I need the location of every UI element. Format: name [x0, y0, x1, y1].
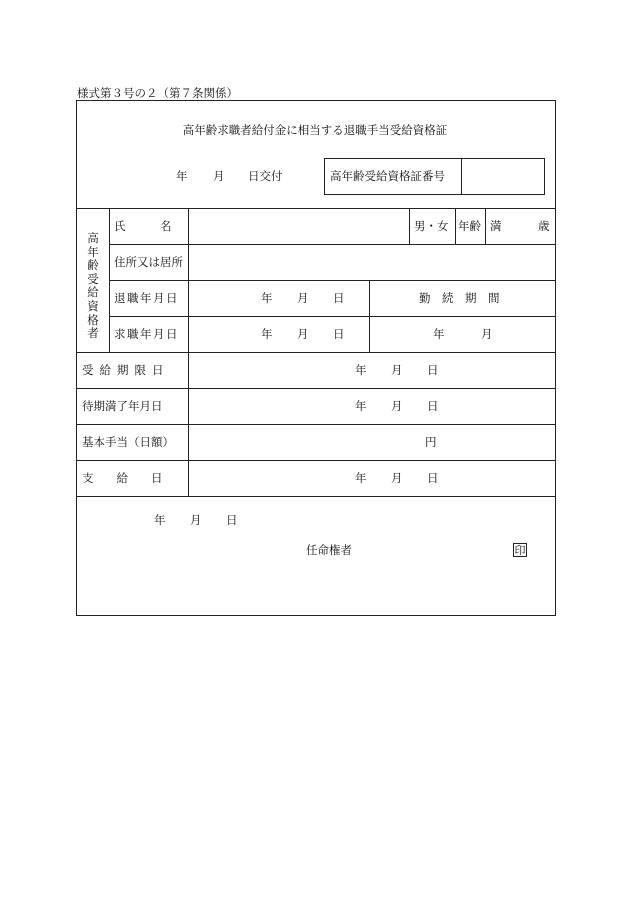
benefit-deadline-month: 月: [391, 363, 403, 377]
retirement-label: 退職年月日: [114, 291, 179, 305]
payment-month: 月: [391, 471, 403, 485]
service-years: 年: [433, 327, 445, 341]
benefit-deadline-year: 年: [355, 363, 367, 377]
service-months: 月: [481, 327, 493, 341]
row-line: [109, 244, 556, 245]
age-value-divider: [485, 208, 486, 244]
payment-year: 年: [355, 471, 367, 485]
label-column-divider: [188, 208, 189, 496]
issue-day-label: 日交付: [248, 169, 283, 183]
retirement-month: 月: [297, 291, 309, 305]
service-period-label: 勤 続 期 間: [419, 291, 500, 305]
address-field[interactable]: [190, 246, 554, 278]
row-line: [76, 424, 556, 425]
waiting-end-month: 月: [391, 399, 403, 413]
age-prefix: 満: [490, 219, 502, 233]
name-label: 氏 名: [114, 219, 172, 233]
issue-year: 年: [176, 169, 188, 183]
age-label-divider: [455, 208, 456, 244]
basic-allowance-label: 基本手当（日額）: [82, 435, 174, 449]
form-title: 高年齢求職者給付金に相当する退職手当受給資格証: [182, 123, 448, 137]
row-line: [109, 316, 556, 317]
job-seeking-label: 求職年月日: [114, 327, 179, 341]
benefit-deadline-day: 日: [427, 363, 439, 377]
footer-day: 日: [226, 513, 238, 527]
retirement-day: 日: [333, 291, 345, 305]
section-label-vertical: 高年齢受給資格者: [87, 231, 99, 341]
cert-number-label: 高年齢受給資格証番号: [330, 169, 445, 183]
row-line: [109, 280, 556, 281]
footer-year: 年: [154, 513, 166, 527]
row-line: [76, 388, 556, 389]
service-divider: [369, 280, 370, 352]
section-divider: [109, 208, 110, 352]
row-line: [76, 496, 556, 497]
issue-month: 月: [213, 169, 225, 183]
address-label: 住所又は居所: [114, 255, 183, 269]
payment-day: 日: [427, 471, 439, 485]
row-line: [76, 460, 556, 461]
job-seeking-day: 日: [333, 327, 345, 341]
waiting-end-day: 日: [427, 399, 439, 413]
benefit-deadline-label: 受給期限日: [82, 363, 170, 377]
gender-divider: [409, 208, 410, 244]
age-label: 年齢: [458, 219, 481, 233]
payment-date-label: 支 給 日: [82, 471, 163, 485]
job-seeking-year: 年: [261, 327, 273, 341]
job-seeking-month: 月: [297, 327, 309, 341]
basic-allowance-unit: 円: [425, 435, 437, 449]
cert-number-divider: [461, 158, 462, 195]
row-line: [76, 352, 556, 353]
seal-mark: 印: [514, 544, 526, 557]
retirement-year: 年: [261, 291, 273, 305]
age-unit: 歳: [538, 219, 550, 233]
footer-month: 月: [190, 513, 202, 527]
row-line: [76, 208, 556, 209]
name-field[interactable]: [190, 210, 407, 242]
waiting-end-label: 待期満了年月日: [82, 399, 163, 413]
waiting-end-year: 年: [355, 399, 367, 413]
form-number: 様式第３号の２（第７条関係）: [77, 86, 238, 100]
gender-options[interactable]: 男・女: [414, 219, 449, 233]
authority-label: 任命権者: [306, 543, 352, 557]
